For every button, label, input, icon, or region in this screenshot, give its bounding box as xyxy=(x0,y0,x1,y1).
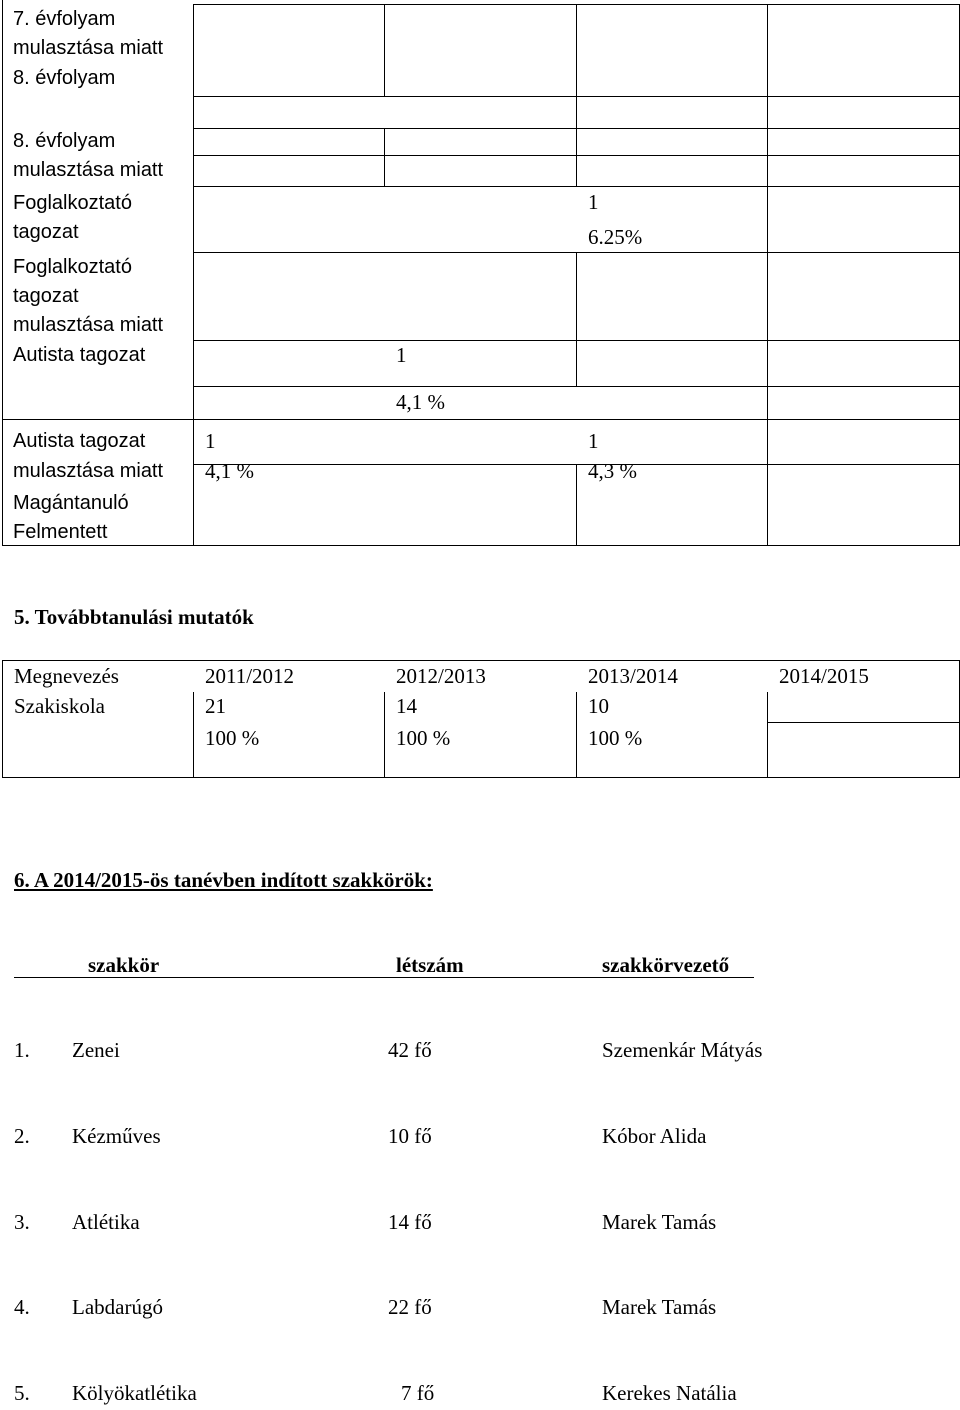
column-header: 2011/2012 xyxy=(205,664,295,688)
column-header: szakkörvezető xyxy=(602,953,730,977)
cell-value: 1 xyxy=(588,190,599,214)
cell-value: 100 % xyxy=(205,726,260,750)
club-count: 14 fő xyxy=(388,1210,432,1234)
cell-value: 100 % xyxy=(396,726,451,750)
club-leader: Szemenkár Mátyás xyxy=(602,1038,763,1062)
column-header: szakkör xyxy=(88,953,160,977)
section-heading: 5. Továbbtanulási mutatók xyxy=(14,605,254,629)
cell-value: 21 xyxy=(205,694,226,718)
club-name: Kölyökatlétika xyxy=(72,1381,197,1405)
table-border xyxy=(193,4,960,5)
table-border xyxy=(576,4,577,186)
column-header: 2012/2013 xyxy=(396,664,486,688)
cell-value: 1 xyxy=(205,429,216,453)
table-border xyxy=(193,692,194,778)
club-name: Zenei xyxy=(72,1038,120,1062)
header-underline xyxy=(14,977,754,978)
row-label: 7. évfolyam xyxy=(13,8,116,30)
cell-value: 1 xyxy=(588,429,599,453)
item-number: 4. xyxy=(14,1295,30,1319)
table-border xyxy=(193,96,960,97)
table-border xyxy=(767,692,768,778)
club-count: 22 fő xyxy=(388,1295,432,1319)
table-border xyxy=(2,777,960,778)
row-label: Autista tagozat xyxy=(13,344,146,366)
club-leader: Kerekes Natália xyxy=(602,1381,737,1405)
cell-value: 10 xyxy=(588,694,609,718)
table-border xyxy=(767,722,960,723)
item-number: 3. xyxy=(14,1210,30,1234)
row-label: Foglalkoztató xyxy=(13,192,132,214)
club-count: 10 fő xyxy=(388,1124,432,1148)
table-border xyxy=(193,186,960,187)
table-border xyxy=(193,252,960,253)
row-label: mulasztása miatt xyxy=(13,159,164,181)
table-border xyxy=(576,252,577,387)
table-border xyxy=(2,660,3,778)
table-border xyxy=(193,340,960,341)
table-border xyxy=(384,128,385,186)
column-header: létszám xyxy=(396,953,464,977)
table-border xyxy=(193,128,960,129)
row-label: Foglalkoztató xyxy=(13,256,132,278)
cell-value: 6.25% xyxy=(588,225,643,249)
row-label: Magántanuló xyxy=(13,492,129,514)
row-label: 8. évfolyam xyxy=(13,67,116,89)
table-border xyxy=(193,464,960,465)
row-label: Felmentett xyxy=(13,521,108,543)
cell-value: 4,3 % xyxy=(588,459,637,483)
row-label: mulasztása miatt xyxy=(13,460,164,482)
column-header: Megnevezés xyxy=(14,664,119,688)
table-border xyxy=(576,692,577,778)
item-number: 1. xyxy=(14,1038,30,1062)
cell-value: 100 % xyxy=(588,726,643,750)
item-number: 2. xyxy=(14,1124,30,1148)
club-leader: Marek Tamás xyxy=(602,1210,717,1234)
item-number: 5. xyxy=(14,1381,30,1405)
cell-value: 1 xyxy=(396,343,407,367)
section-heading: 6. A 2014/2015-ös tanévben indított szakkörök: xyxy=(14,868,433,892)
row-label: Autista tagozat xyxy=(13,430,146,452)
row-label: tagozat xyxy=(13,285,79,307)
table-border xyxy=(576,464,577,546)
table-border xyxy=(2,660,960,661)
table-border xyxy=(2,0,3,546)
club-name: Kézműves xyxy=(72,1124,161,1148)
row-label: 8. évfolyam xyxy=(13,130,116,152)
club-count: 42 fő xyxy=(388,1038,432,1062)
cell-value: 4,1 % xyxy=(396,390,445,414)
club-leader: Marek Tamás xyxy=(602,1295,717,1319)
row-label: tagozat xyxy=(13,221,79,243)
row-label: Szakiskola xyxy=(14,694,105,718)
table-border xyxy=(2,419,960,420)
cell-value: 4,1 % xyxy=(205,459,254,483)
club-name: Atlétika xyxy=(72,1210,140,1234)
table-border xyxy=(193,386,960,387)
table-border xyxy=(2,545,960,546)
row-label: mulasztása miatt xyxy=(13,37,164,59)
row-label: mulasztása miatt xyxy=(13,314,164,336)
column-header: 2013/2014 xyxy=(588,664,678,688)
club-leader: Kóbor Alida xyxy=(602,1124,707,1148)
cell-value: 14 xyxy=(396,694,417,718)
club-count: 7 fő xyxy=(401,1381,435,1405)
table-border xyxy=(193,155,960,156)
club-name: Labdarúgó xyxy=(72,1295,163,1319)
table-border xyxy=(384,692,385,778)
column-header: 2014/2015 xyxy=(779,664,869,688)
table-border xyxy=(384,4,385,96)
